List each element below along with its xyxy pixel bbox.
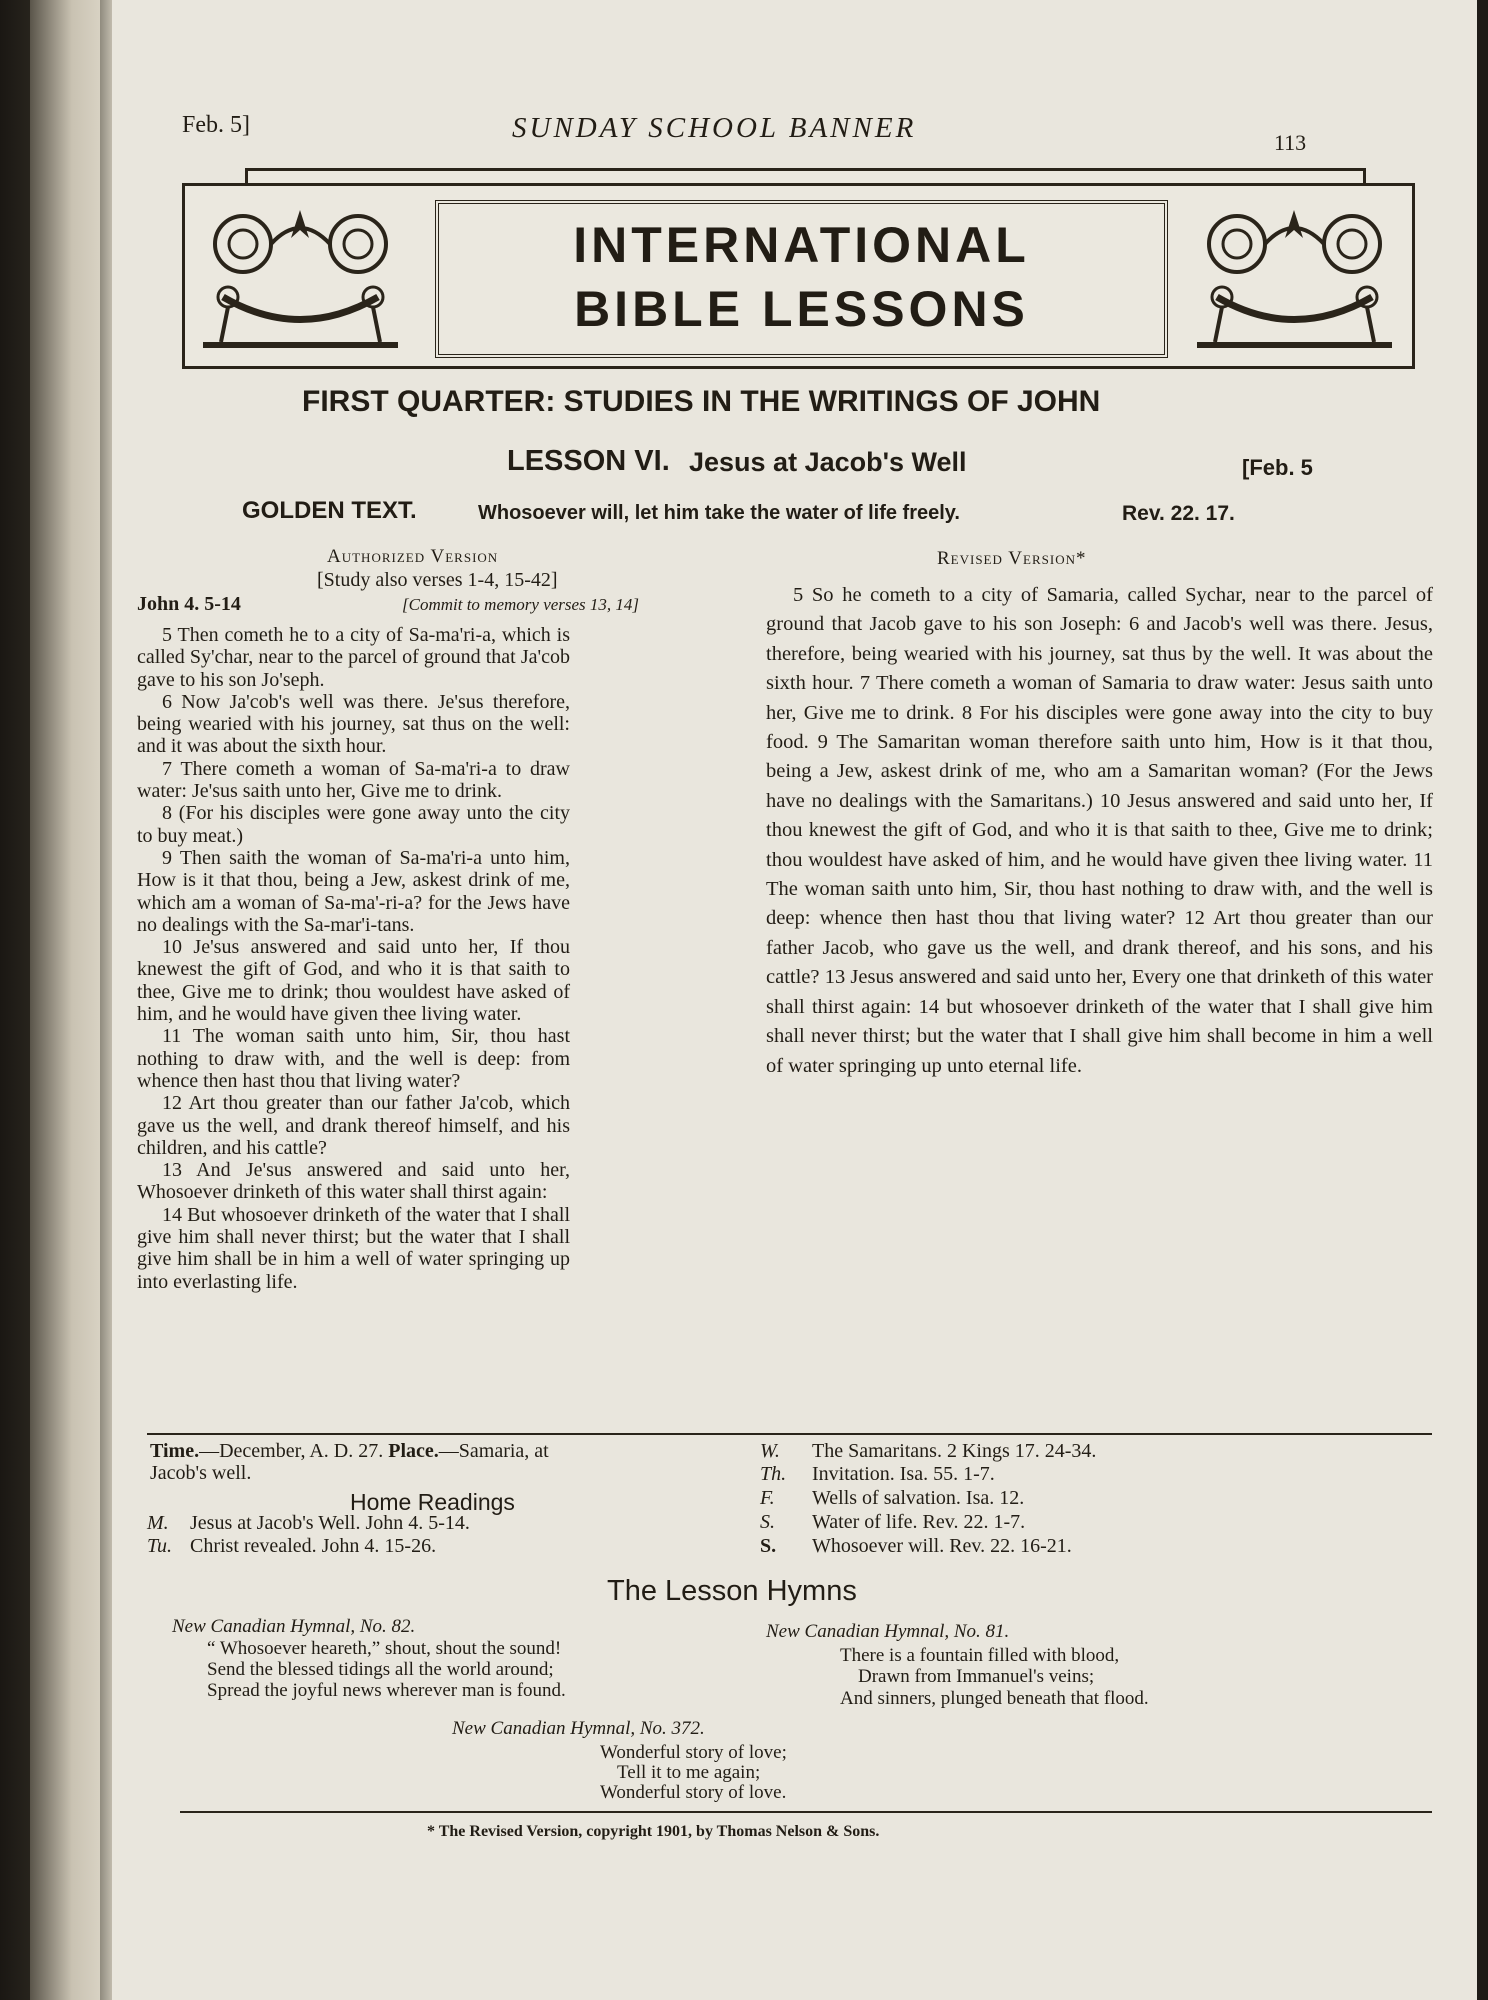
reading-text: Wells of salvation. Isa. 12. [812,1487,1025,1509]
reading-monday [147,1512,470,1535]
hymn-81-source: New Canadian Hymnal, No. 81. [766,1621,1010,1642]
right-ornament-icon [1197,202,1392,350]
reading-text: The Samaritans. 2 Kings 17. 24-34. [812,1440,1097,1462]
banner-cornice [245,168,1366,183]
verse-14: 14 But whosoever drinketh of the water that I shall give him shall never thirst; but the water that I shall give him shall be in him a well of water springing up into everlasting life. [137,1203,570,1293]
reading-thursday [760,1463,995,1486]
verse-11: 11 The woman saith unto him, Sir, thou hast nothing to draw with, and the well is deep: from whence then hast thou that living water? [137,1025,570,1092]
running-head-date: Feb. 5] [182,112,250,138]
hymn-372-source: New Canadian Hymnal, No. 372. [452,1718,705,1739]
place-value: —Samaria, at Jacob's well. [150,1440,549,1484]
reading-day: S. [760,1535,777,1557]
reading-tuesday [147,1535,436,1558]
reading-sabbath [760,1535,1072,1558]
magazine-page [112,0,1477,2000]
verse-5: 5 Then cometh he to a city of Sa-ma'ri-a, which is called Sy'char, near to the parcel of ground that Ja'cob gave to his son Jo'seph. [137,624,570,691]
hymn-81-line-2: Drawn from Immanuel's veins; [858,1666,1095,1687]
hymn-82-line-1: “ Whosoever heareth,” shout, shout the sound! [207,1638,562,1659]
verse-6: 6 Now Ja'cob's well was there. Je'sus therefore, being wearied with his journey, sat thus on the well: and it was about the sixth hour. [137,690,570,758]
hymn-372-line-1: Wonderful story of love; [600,1742,787,1763]
home-readings-heading: Home Readings [350,1489,515,1515]
reading-day: F. [760,1487,775,1509]
previous-page-edge [30,0,100,2000]
authorized-heading: Authorized Version [327,546,499,567]
hymn-81-line-1: There is a fountain filled with blood, [840,1645,1120,1666]
revised-heading: Revised Version* [937,548,1087,569]
study-verses: [Study also verses 1-4, 15-42] [317,569,558,591]
reading-text: Water of life. Rev. 22. 1-7. [812,1511,1026,1533]
lesson-number: LESSON VI. [507,445,670,477]
hymn-372-line-3: Wonderful story of love. [600,1782,787,1803]
reading-day: M. [147,1512,169,1534]
verse-9: 9 Then saith the woman of Sa-ma'ri-a unto him, How is it that thou, being a Jew, askest drink of me, which am a woman of Sa-ma'-ri-a? for the Jews have no dealings with the Sa-mar'i-tans. [137,846,570,936]
page-number: 113 [1274,130,1307,155]
divider-rule [147,1433,1432,1435]
hymn-82-line-2: Send the blessed tidings all the world around; [207,1659,554,1680]
reading-day: W. [760,1440,780,1462]
golden-text: Whosoever will, let him take the water of life freely. [478,502,960,524]
lesson-date: [Feb. 5 [1242,455,1313,480]
time-label: Time. [150,1440,200,1462]
reading-day: Th. [760,1463,787,1485]
footnote: * The Revised Version, copyright 1901, by Thomas Nelson & Sons. [427,1823,880,1840]
authorized-text [137,624,570,1293]
reading-text: Jesus at Jacob's Well. John 4. 5-14. [190,1512,470,1534]
golden-text-ref: Rev. 22. 17. [1122,502,1235,525]
time-place [150,1440,585,1484]
verse-8: 8 (For his disciples were gone away unto the city to buy meat.) [137,802,570,847]
left-ornament-icon [203,202,398,350]
verse-13: 13 And Je'sus answered and said unto her, Whosoever drinketh of this water shall thirst again: [137,1159,570,1204]
reading-day: Tu. [147,1535,173,1557]
lesson-title: Jesus at Jacob's Well [689,447,967,477]
place-label: Place. [388,1440,439,1462]
hymn-82-line-3: Spread the joyful news wherever man is found. [207,1680,566,1701]
reading-text: Christ revealed. John 4. 15-26. [190,1535,437,1557]
quarter-heading: FIRST QUARTER: STUDIES IN THE WRITINGS OF JOHN [302,385,1101,418]
reading-day: S. [760,1511,775,1533]
reading-saturday [760,1511,1025,1534]
verse-10: 10 Je'sus answered and said unto her, If thou knewest the gift of God, and who it is that saith to thee, Give me to drink; thou wouldest have asked of him, and he would have given thee living water. [137,936,570,1026]
hymns-heading: The Lesson Hymns [607,1575,857,1607]
verse-12: 12 Art thou greater than our father Ja'cob, which gave us the well, and drank thereof himself, and his children, and his cattle? [137,1092,570,1159]
hymn-81-line-3: And sinners, plunged beneath that flood. [840,1688,1149,1709]
reading-text: Whosoever will. Rev. 22. 16-21. [812,1535,1072,1557]
banner-line-2: BIBLE LESSONS [574,281,1029,337]
hymn-372-line-2: Tell it to me again; [617,1762,761,1783]
reading-text: Invitation. Isa. 55. 1-7. [812,1463,995,1485]
passage-ref: John 4. 5-14 [137,593,241,615]
reading-wednesday [760,1440,1096,1463]
revised-text: 5 So he cometh to a city of Samaria, called Sychar, near to the parcel of ground that Jacob gave to his son Joseph: 6 and Jacob's well was there. Jesus, therefore, being wearied with his journey, sat thus by the well. It was about the sixth hour. 7 There cometh a woman of Samaria to draw water: Jesus saith unto her, Give me to drink. 8 For his disciples were gone away into the city to buy food. 9 The Samaritan woman therefore saith unto him, How is it that thou, being a Jew, askest drink of me, who am a Samaritan woman? (For the Jews have no dealings with the Samaritans.) 10 Jesus answered and said unto her, If thou knewest the gift of God, and who it is that saith to thee, Give me to drink; thou wouldest have asked of him, and he would have given thee living water. 11 The woman saith unto him, Sir, thou hast nothing to draw with, and the well is deep: whence then hast thou that living water? 12 Art thou greater than our father Jacob, who gave us the well, and drank thereof, and his sons, and his cattle? 13 Jesus answered and said unto her, Every one that drinketh of this water shall thirst again: 14 but whosoever drinketh of the water that I shall give him shall never thirst; but the water that I shall give him shall become in him a well of water springing up unto eternal life. [766,584,1433,1077]
banner-title-box [435,200,1168,358]
verse-7: 7 There cometh a woman of Sa-ma'ri-a to draw water: Je'sus saith unto her, Give me to drink. [137,757,570,803]
running-head-title: SUNDAY SCHOOL BANNER [512,112,917,144]
golden-text-label: GOLDEN TEXT. [242,497,417,524]
memory-verses: [Commit to memory verses 13, 14] [402,595,640,614]
hymn-82-source: New Canadian Hymnal, No. 82. [172,1616,416,1637]
banner-line-1: INTERNATIONAL [573,217,1030,273]
footnote-rule [180,1811,1432,1813]
reading-friday [760,1487,1024,1510]
lessons-banner [182,183,1415,369]
time-value: —December, A. D. 27. [199,1440,384,1462]
